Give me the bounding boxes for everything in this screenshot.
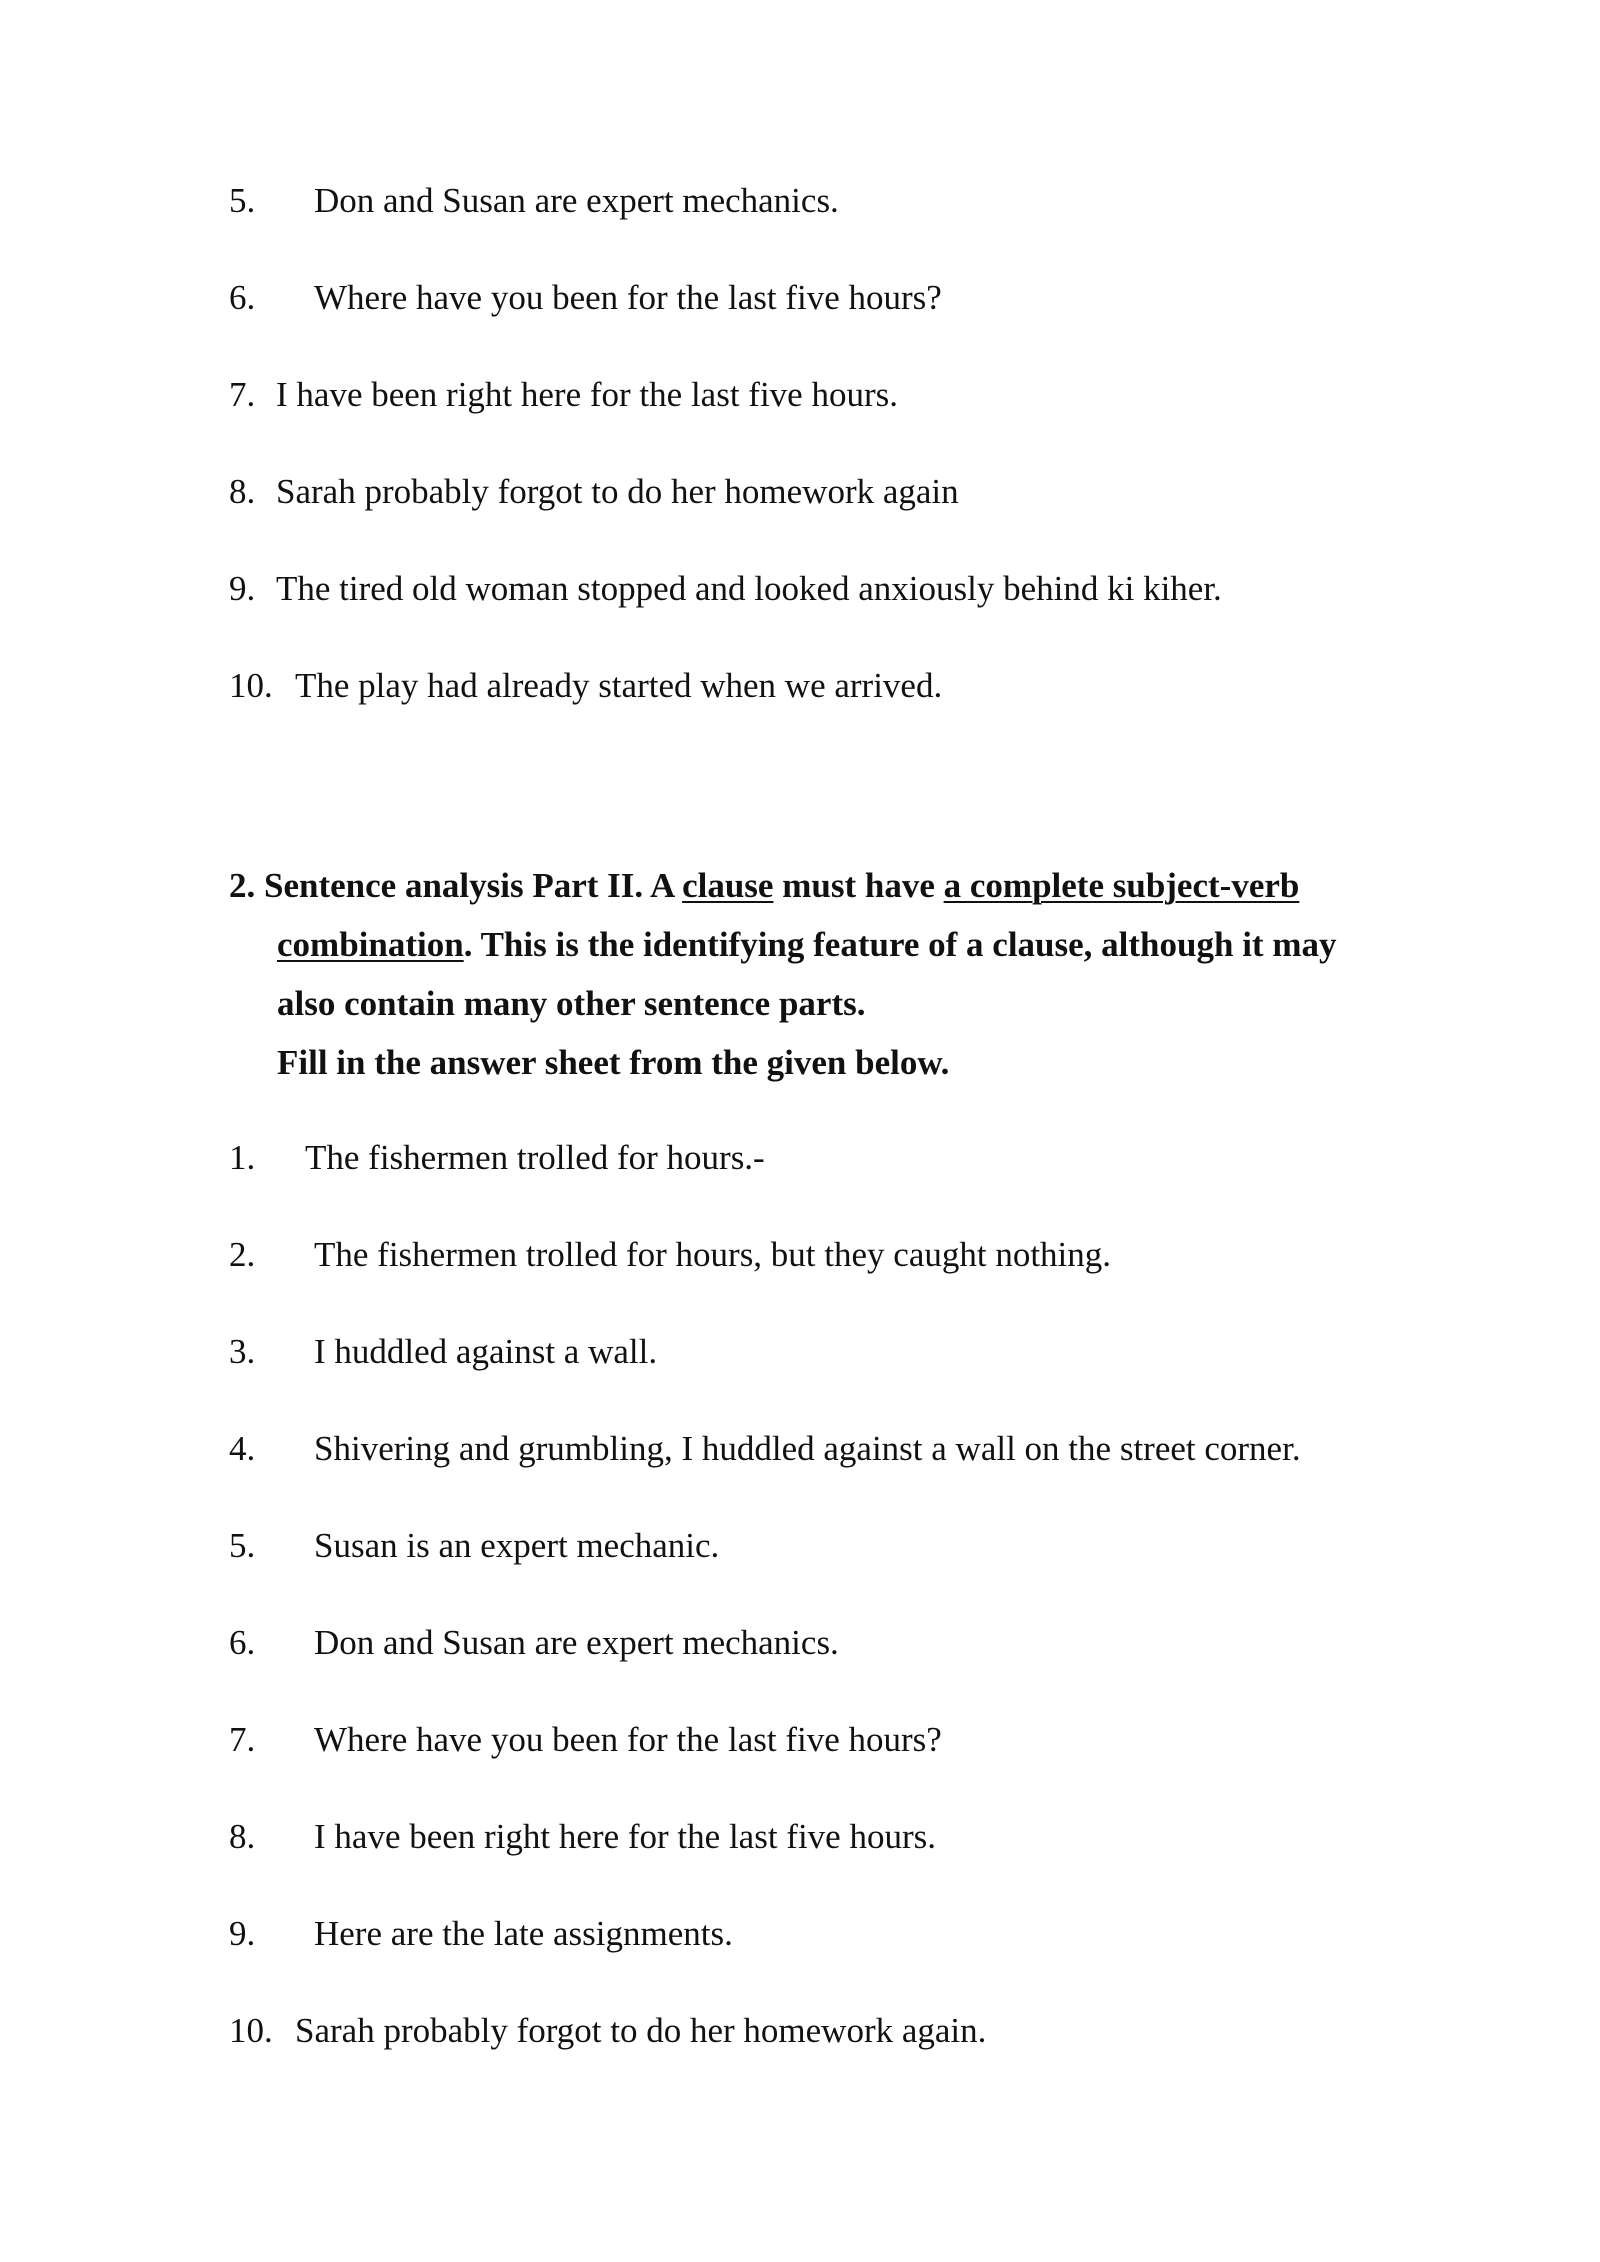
item-number: 5. [229,1526,256,1565]
list-item [229,2009,986,2053]
item-number: 10. [229,2011,273,2050]
item-text: Sarah probably forgot to do her homework again. [295,2011,987,2050]
list-item [229,567,1222,611]
list-item [229,373,898,417]
item-number: 9. [229,1914,256,1953]
list-item [229,276,942,320]
item-number: 3. [229,1332,256,1371]
heading-line-4: Fill in the answer sheet from the given below. [277,1043,950,1082]
item-text: The fishermen trolled for hours, but they caught nothing. [314,1235,1112,1274]
combination-term-part1: a complete subject-verb [943,866,1300,905]
list-item [229,1621,839,1665]
item-text: I have been right here for the last five hours. [314,1817,936,1856]
heading-line-3: also contain many other sentence parts. [277,984,866,1023]
list-item [229,1427,1301,1471]
heading-line-1 [229,856,1469,915]
item-text: Where have you been for the last five hours? [314,1720,942,1759]
list-item [229,1233,1111,1277]
heading-rest: . This is the identifying feature of a clause, although it may [463,925,1337,964]
item-text: The fishermen trolled for hours.- [305,1138,765,1177]
item-number: 1. [229,1138,256,1177]
item-number: 2. [229,1235,256,1274]
section-heading [229,856,1469,1092]
list-item [229,1718,942,1762]
heading-line-2 [229,915,1469,974]
item-text: Shivering and grumbling, I huddled against a wall on the street corner. [314,1429,1301,1468]
combination-term-part2: combination [277,925,464,964]
item-text: Don and Susan are expert mechanics. [314,1623,839,1662]
list-item [229,470,959,514]
item-number: 7. [229,375,256,414]
item-number: 10. [229,666,273,705]
heading-prefix: 2. Sentence analysis Part II. A [229,866,683,905]
list-item [229,1136,765,1180]
item-number: 6. [229,1623,256,1662]
item-text: Don and Susan are expert mechanics. [314,181,839,220]
item-number: 5. [229,181,256,220]
item-number: 6. [229,278,256,317]
clause-term: clause [682,866,774,905]
list-item [229,664,942,708]
item-number: 9. [229,569,256,608]
list-item [229,1524,719,1568]
item-text: Sarah probably forgot to do her homework again [276,472,959,511]
list-item [229,1330,657,1374]
list-item [229,179,839,223]
heading-must-have: must have [773,866,944,905]
item-text: I have been right here for the last five hours. [276,375,898,414]
list-item [229,1815,936,1859]
item-number: 7. [229,1720,256,1759]
item-number: 8. [229,472,256,511]
item-text: Here are the late assignments. [314,1914,733,1953]
list-item [229,1912,733,1956]
item-text: The tired old woman stopped and looked anxiously behind ki kiher. [276,569,1222,608]
item-number: 4. [229,1429,256,1468]
item-text: The play had already started when we arrived. [295,666,943,705]
item-number: 8. [229,1817,256,1856]
item-text: I huddled against a wall. [314,1332,658,1371]
item-text: Where have you been for the last five hours? [314,278,942,317]
item-text: Susan is an expert mechanic. [314,1526,720,1565]
